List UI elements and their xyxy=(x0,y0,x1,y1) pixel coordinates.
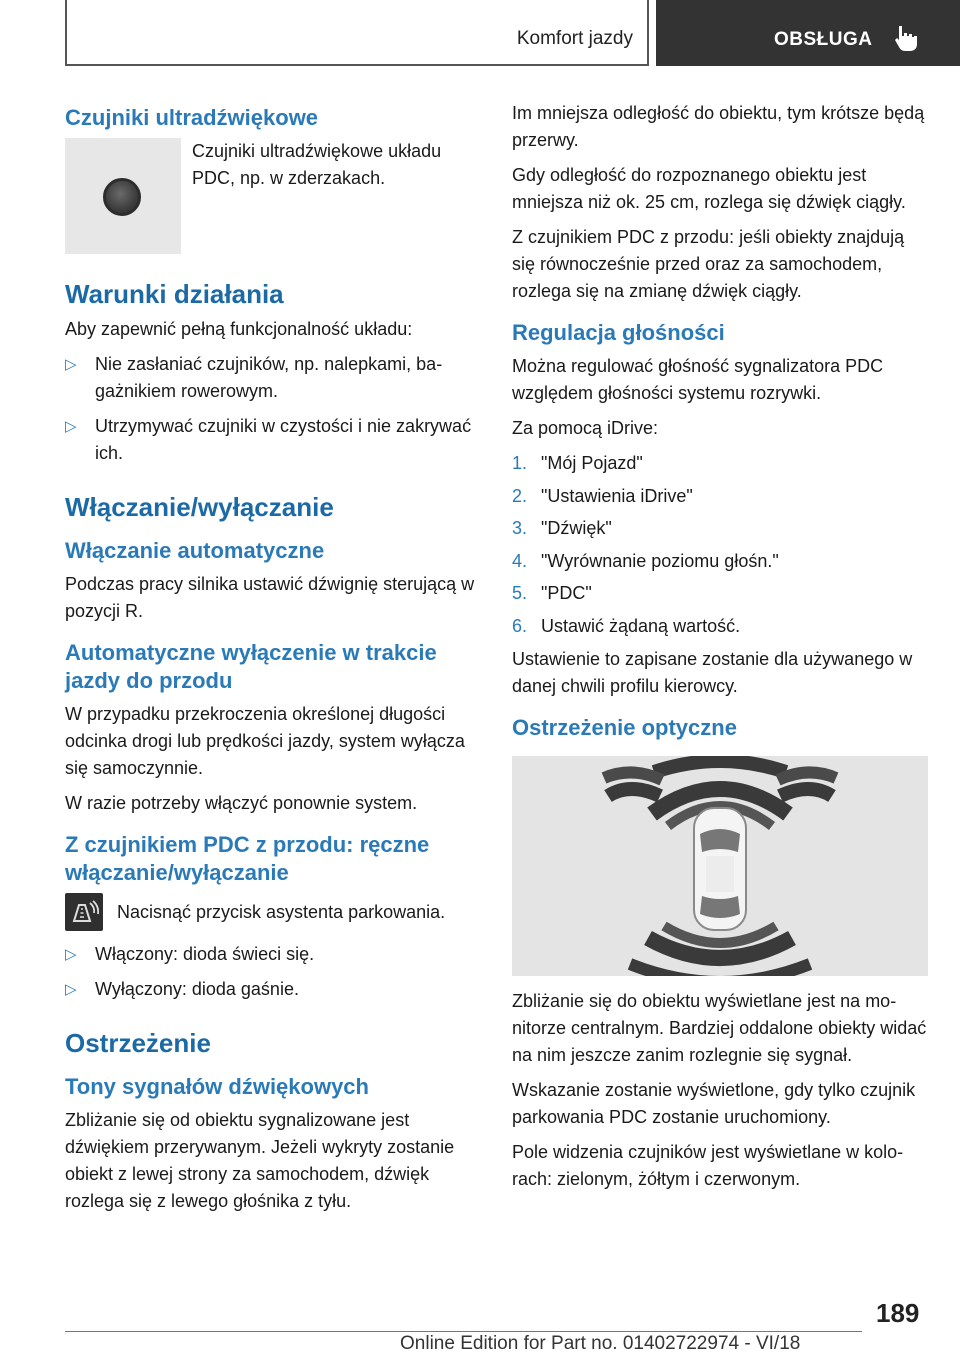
list-item: 3. "Dźwięk" xyxy=(512,518,612,538)
sensor-icon xyxy=(103,178,141,216)
manual-text: Nacisnąć przycisk asystenta parkowania. xyxy=(117,901,446,922)
front-pdc-text: Z czujnikiem PDC z przodu: jeśli obiekty znajdują się równocześnie przed oraz za samochodem, rozlega się na zmianę dźwięk ciągły. xyxy=(512,227,905,301)
tones-heading: Tony sygnałów dźwiękowych xyxy=(65,1074,369,1099)
header-section-box xyxy=(65,0,649,66)
tones-text: Zbliżanie się od obiektu sygnalizowane jest dźwiękiem przerywanym. Jeżeli wykryty zostanie obiekt z lewej strony za samochodem, dźwięk rozlega się z lewego głośnika z tyłu. xyxy=(65,1110,455,1211)
list-item: 5. "PDC" xyxy=(512,583,592,603)
warning-heading: Ostrzeżenie xyxy=(65,1028,211,1058)
sensors-description: Czujniki ultradźwiękowe układu PDC, np. w zderzakach. xyxy=(192,141,442,188)
continuous-tone-text: Gdy odległość do rozpoznanego obiektu jest mniejsza niż ok. 25 cm, rozlega się dźwięk ciągły. xyxy=(512,165,906,212)
auto-off-text-2: W razie potrzeby włączyć ponownie system. xyxy=(65,793,418,813)
onoff-heading: Włączanie/wyłączanie xyxy=(65,492,334,522)
parking-assistant-button-icon xyxy=(65,893,103,931)
header-chapter-title: OBSŁUGA xyxy=(774,29,873,50)
pdc-display-image xyxy=(512,756,928,976)
conditions-intro: Aby zapewnić pełną funkcjonalność układu: xyxy=(65,319,413,339)
optical-text-3: Pole widzenia czujników jest wyświetlane w kolorach: zielonym, żółtym i czerwonym. xyxy=(512,1141,904,1189)
footer-edition: Online Edition for Part no. 01402722974 - VI/18 xyxy=(400,1333,801,1354)
parking-sensor-icon xyxy=(65,893,103,931)
list-item: 2. "Ustawienia iDrive" xyxy=(512,485,693,506)
interval-text: Im mniejsza odległość do obiektu, tym krótsze będą przerwy. xyxy=(512,103,925,150)
parking-button-row xyxy=(65,893,477,931)
auto-off-text: W przypadku przekroczenia określonej długości odcinka drogi lub prędkości jazdy, system wyłącza się samoczynnie. xyxy=(65,704,465,778)
conditions-list xyxy=(65,351,477,467)
volume-steps xyxy=(512,450,930,640)
volume-after-text: Ustawienie to zapisane zostanie dla używanego w danej chwili profilu kierowcy. xyxy=(512,648,913,696)
optical-text-2: Wskazanie zostanie wyświetlone, gdy tylko czujnik parkowania PDC zostanie uruchomiony. xyxy=(512,1079,916,1127)
list-item: ▷ Wyłączony: dioda gaśnie. xyxy=(65,976,477,1003)
optical-heading: Ostrzeżenie optyczne xyxy=(512,714,737,740)
volume-intro: Za pomocą iDrive: xyxy=(512,418,659,438)
list-item: ▷ Nie zasłaniać czujników, np. nalepkami, bagażnikiem rowerowym. xyxy=(65,351,477,405)
conditions-heading: Warunki działania xyxy=(65,279,284,309)
volume-text: Można regulować głośność sygnalizatora PDC względem głośności systemu rozrywki. xyxy=(512,356,884,403)
left-column xyxy=(65,100,477,1223)
list-item: ▷ Utrzymywać czujniki w czystości i nie zakrywać ich. xyxy=(65,413,477,467)
list-item: 6. Ustawić żądaną wartość. xyxy=(512,615,741,636)
list-item: 4. "Wyrównanie poziomu głośn." xyxy=(512,550,779,571)
volume-heading: Regulacja głośności xyxy=(512,320,725,345)
hand-pointer-icon xyxy=(894,24,918,52)
page-number: 189 xyxy=(876,1298,920,1328)
auto-off-heading: Automatyczne wyłączenie w trakcie jazdy do przodu xyxy=(65,640,437,693)
list-item: 1. "Mój Pojazd" xyxy=(512,453,643,473)
auto-on-text: Podczas pracy silnika ustawić dźwignię sterującą w pozycji R. xyxy=(65,574,475,621)
sensors-figure xyxy=(65,138,477,254)
right-column xyxy=(512,100,930,1201)
list-item: ▷ Włączony: dioda świeci się. xyxy=(65,941,477,968)
optical-text-1: Zbliżanie się do obiektu wyświetlane jest na monitorze centralnym. Bardziej oddalone obiekty widać na nim jeszcze zanim rozlegnie się sygnał. xyxy=(512,990,927,1065)
ultrasonic-sensor-image xyxy=(65,138,181,254)
header-chapter-tab xyxy=(656,0,960,66)
header-section-title: Komfort jazdy xyxy=(516,28,633,49)
auto-on-heading: Włączanie automatyczne xyxy=(65,538,325,563)
sensors-heading: Czujniki ultradźwiękowe xyxy=(65,105,319,130)
manual-list xyxy=(65,941,477,1003)
footer-divider xyxy=(65,1331,862,1332)
car-sensor-field-illustration xyxy=(512,756,928,976)
manual-heading: Z czujnikiem PDC z przodu: ręczne włączanie/wyłączanie xyxy=(65,832,430,885)
